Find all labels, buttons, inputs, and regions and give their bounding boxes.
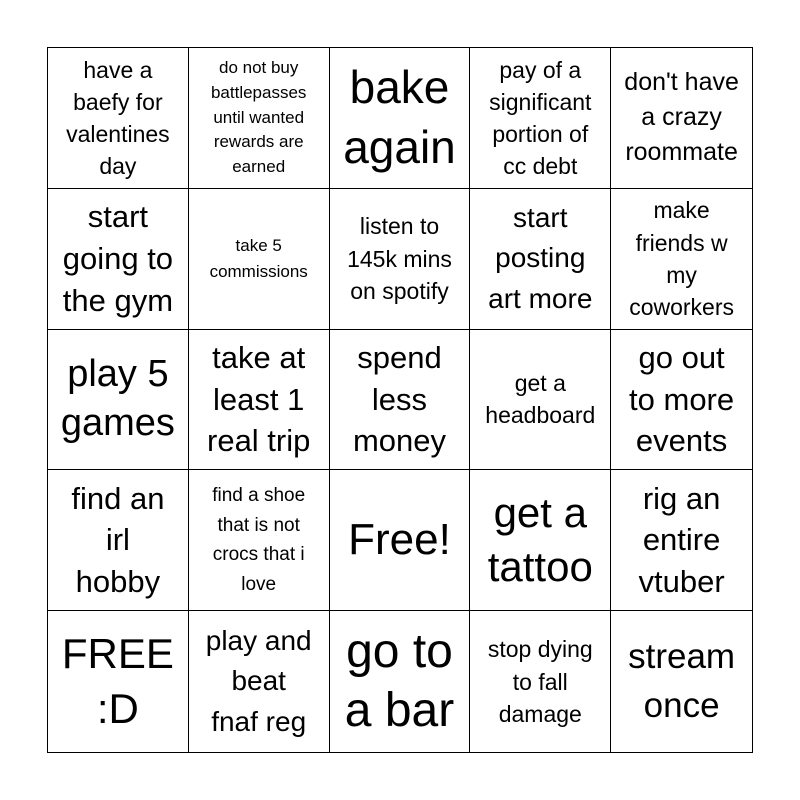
bingo-cell-text: FREE :D [61,630,174,732]
bingo-cell[interactable] [48,189,189,330]
bingo-cell-text: Free! [348,515,451,565]
bingo-cell-text: go out to more events [629,339,735,459]
bingo-cell[interactable] [48,611,189,752]
bingo-cell[interactable] [470,611,611,752]
bingo-cell-text: have a baefy for valentines day [66,56,170,180]
bingo-cell[interactable] [48,48,189,189]
bingo-cell-text: find an irl hobby [71,480,165,600]
bingo-cell[interactable] [611,330,752,471]
bingo-cell-text: rig an entire vtuber [638,480,725,600]
bingo-cell[interactable] [470,48,611,189]
bingo-cell[interactable] [330,470,471,611]
bingo-cell-text: get a headboard [485,370,596,429]
bingo-cell-text: play and beat fnaf reg [205,624,312,737]
bingo-cell-text: start posting art more [488,201,593,314]
bingo-cell[interactable] [611,189,752,330]
bingo-cell-text: take at least 1 real trip [207,339,311,459]
bingo-cell-text: do not buy battlepasses until wanted rewards are earned [210,58,307,176]
bingo-cell-text: start going to the gym [62,198,174,318]
bingo-cell-text: take 5 commissions [209,236,308,281]
bingo-cell-text: spend less money [352,339,447,459]
bingo-cell[interactable] [189,611,330,752]
bingo-cell-text: make friends w my coworkers [629,197,734,320]
bingo-cell[interactable] [189,48,330,189]
bingo-board [47,47,753,753]
bingo-cell[interactable] [470,470,611,611]
bingo-cell-text: get a tattoo [487,488,593,591]
bingo-cell[interactable] [611,470,752,611]
bingo-cell[interactable] [189,189,330,330]
bingo-cell[interactable] [330,611,471,752]
bingo-cell[interactable] [470,189,611,330]
bingo-cell-text: listen to 145k mins on spotify [347,213,452,304]
bingo-cell[interactable] [330,330,471,471]
bingo-cell[interactable] [611,611,752,752]
bingo-cell-text: go to a bar [344,625,455,737]
bingo-cell-text: don't have a crazy roommate [624,68,739,167]
bingo-cell[interactable] [611,48,752,189]
bingo-cell[interactable] [48,330,189,471]
bingo-cell[interactable] [48,470,189,611]
bingo-cell[interactable] [330,48,471,189]
bingo-cell-text: find a shoe that is not crocs that i love [212,485,306,595]
bingo-cell[interactable] [189,470,330,611]
bingo-cell-text: stream once [628,637,736,725]
bingo-cell-text: bake again [343,61,456,173]
bingo-cell[interactable] [330,189,471,330]
bingo-cell-text: play 5 games [60,353,175,445]
bingo-cell[interactable] [189,330,330,471]
bingo-cell-text: pay of a significant portion of cc debt [489,56,592,180]
bingo-cell[interactable] [470,330,611,471]
bingo-cell-text: stop dying to fall damage [487,636,593,727]
